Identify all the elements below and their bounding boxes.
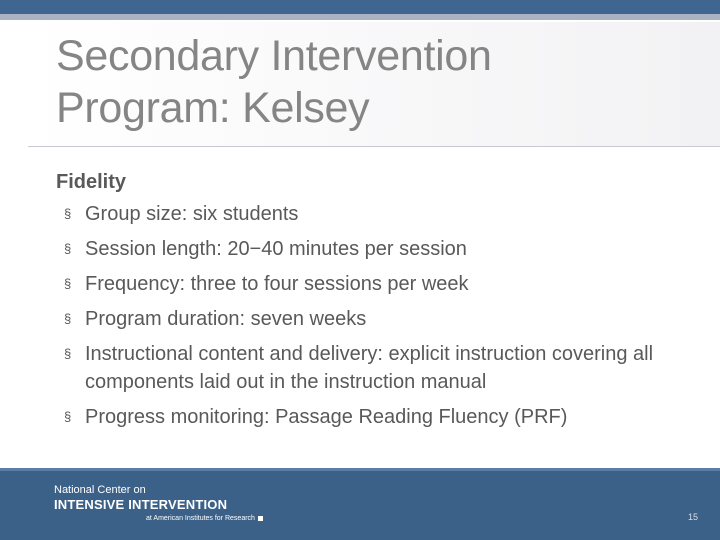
- top-accent-bar: [0, 0, 720, 20]
- bullet-text: Program duration: seven weeks: [85, 308, 367, 330]
- slide-body: [56, 168, 706, 438]
- bullet-item: [58, 340, 706, 396]
- footer-top-line: [0, 468, 720, 471]
- bullet-item: [58, 305, 706, 333]
- bullet-item: [58, 403, 706, 431]
- bullet-item: [58, 200, 706, 228]
- logo-line-1: National Center on: [54, 484, 146, 496]
- slide-title-line-2: Program: Kelsey: [56, 84, 370, 132]
- bullet-text: Progress monitoring: Passage Reading Fluency (PRF): [85, 406, 568, 428]
- section-heading: Fidelity: [56, 171, 127, 193]
- bullet-marker-icon: §: [64, 241, 72, 256]
- bullet-item: [58, 270, 706, 298]
- bullet-item: [58, 235, 706, 263]
- bullet-text: Group size: six students: [85, 203, 299, 225]
- logo-square-icon: [258, 516, 263, 521]
- bullet-text: Frequency: three to four sessions per week: [85, 273, 469, 295]
- logo-affiliation-text: at American Institutes for Research: [146, 515, 255, 522]
- slide-title: [56, 30, 696, 134]
- bullet-marker-icon: §: [64, 346, 72, 361]
- bullet-list: [56, 200, 706, 431]
- title-divider: [28, 146, 720, 147]
- logo-line-2: INTENSIVE INTERVENTION: [54, 497, 228, 512]
- bullet-marker-icon: §: [64, 276, 72, 291]
- bullet-text: Session length: 20−40 minutes per session: [85, 238, 467, 260]
- bullet-marker-icon: §: [64, 311, 72, 326]
- page-number: 15: [687, 512, 698, 522]
- bullet-marker-icon: §: [64, 409, 72, 424]
- organization-logo: [54, 484, 263, 525]
- bullet-text: Instructional content and delivery: explicit instruction covering all components laid out in the instruction manual: [85, 343, 654, 393]
- slide-title-line-1: Secondary Intervention: [56, 32, 492, 80]
- logo-line-3: [146, 513, 263, 525]
- bullet-marker-icon: §: [64, 206, 72, 221]
